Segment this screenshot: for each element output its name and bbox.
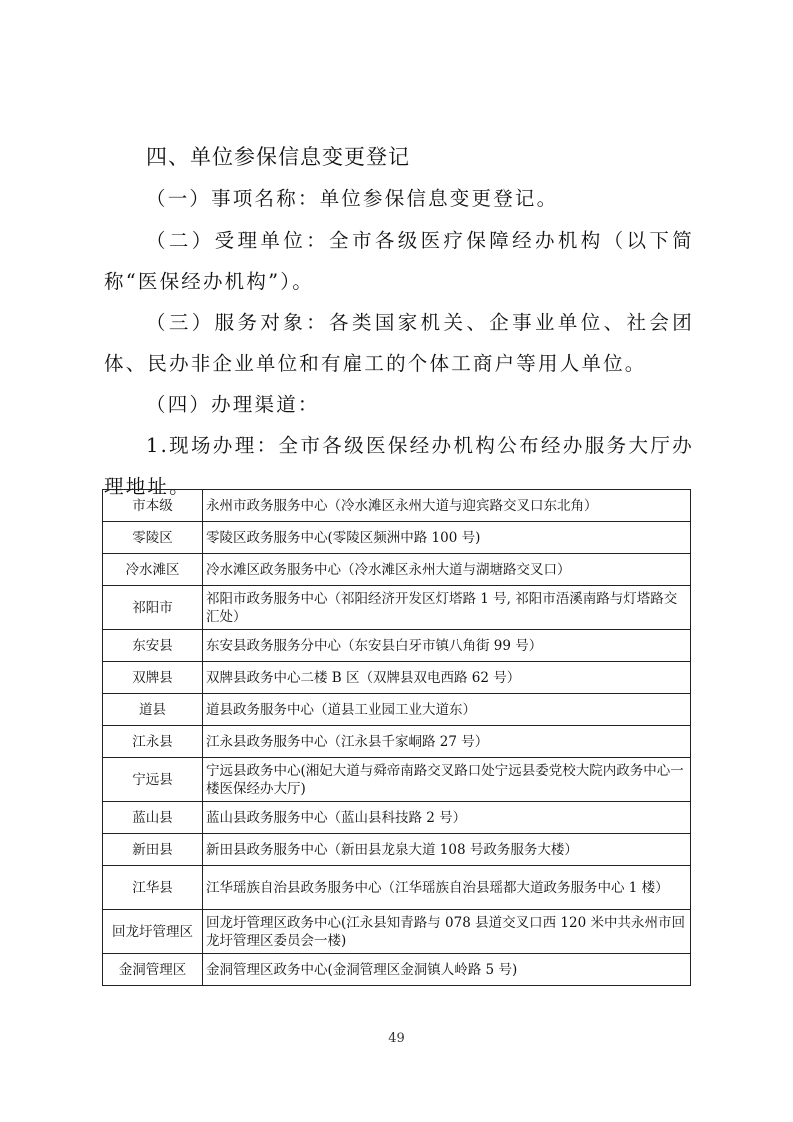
table-row [103,630,691,662]
region-cell: 祁阳市 [103,586,203,630]
address-cell: 永州市政务服务中心（冷水滩区永州大道与迎宾路交叉口东北角） [203,490,691,522]
service-hall-address-table [102,489,691,986]
address-cell: 祁阳市政务服务中心（祁阳经济开发区灯塔路 1 号, 祁阳市浯溪南路与灯塔路交汇处） [203,586,691,630]
address-cell: 道县政务服务中心（道县工业园工业大道东） [203,694,691,726]
address-cell: 新田县政务服务中心（新田县龙泉大道 108 号政务服务大楼） [203,834,691,866]
region-cell: 江华县 [103,866,203,910]
region-cell: 新田县 [103,834,203,866]
region-cell: 零陵区 [103,522,203,554]
address-cell: 宁远县政务中心(湘妃大道与舜帝南路交叉路口处宁远县委党校大院内政务中心一楼医保经办大厅) [203,758,691,802]
address-cell: 金洞管理区政务中心(金洞管理区金洞镇人岭路 5 号) [203,954,691,986]
table-row [103,758,691,802]
paragraph-item-name: （一）事项名称：单位参保信息变更登记。 [146,187,559,210]
table-row [103,662,691,694]
address-cell: 双牌县政务中心二楼 B 区（双牌县双电西路 62 号） [203,662,691,694]
address-cell: 东安县政务服务分中心（东安县白牙市镇八角街 99 号） [203,630,691,662]
address-cell: 江华瑶族自治县政务服务中心（江华瑶族自治县瑶都大道政务服务中心 1 楼） [203,866,691,910]
region-cell: 江永县 [103,726,203,758]
region-cell: 市本级 [103,490,203,522]
region-cell: 冷水滩区 [103,554,203,586]
table-row [103,490,691,522]
paragraph-channels: （四）办理渠道： [146,393,320,416]
table-row [103,554,691,586]
paragraph-handling-unit: （二）受理单位：全市各级医疗保障经办机构（以下简称“医保经办机构”）。 [104,229,694,293]
paragraph-service-target: （三）服务对象：各类国家机关、企事业单位、社会团体、民办非企业单位和有雇工的个体工商户等用人单位。 [104,311,694,375]
address-cell: 回龙圩管理区政务中心(江永县知青路与 078 县道交叉口西 120 米中共永州市回龙圩管理区委员会一楼) [203,910,691,954]
address-cell: 蓝山县政务服务中心（蓝山县科技路 2 号） [203,802,691,834]
table-row [103,866,691,910]
region-cell: 回龙圩管理区 [103,910,203,954]
region-cell: 双牌县 [103,662,203,694]
table-row [103,834,691,866]
region-cell: 宁远县 [103,758,203,802]
section-heading: 四、单位参保信息变更登记 [146,145,410,169]
region-cell: 东安县 [103,630,203,662]
page-number: 49 [388,1031,405,1046]
region-cell: 道县 [103,694,203,726]
table-row [103,954,691,986]
paragraph-onsite: 1.现场办理：全市各级医保经办机构公布经办服务大厅办理地址。 [104,434,694,498]
table-row [103,910,691,954]
table-row [103,694,691,726]
table-row [103,586,691,630]
address-cell: 冷水滩区政务服务中心（冷水滩区永州大道与湖塘路交叉口） [203,554,691,586]
table-row [103,726,691,758]
address-cell: 江永县政务服务中心（江永县千家峒路 27 号） [203,726,691,758]
address-cell: 零陵区政务服务中心(零陵区频洲中路 100 号) [203,522,691,554]
table-row [103,802,691,834]
region-cell: 金洞管理区 [103,954,203,986]
table-row [103,522,691,554]
region-cell: 蓝山县 [103,802,203,834]
